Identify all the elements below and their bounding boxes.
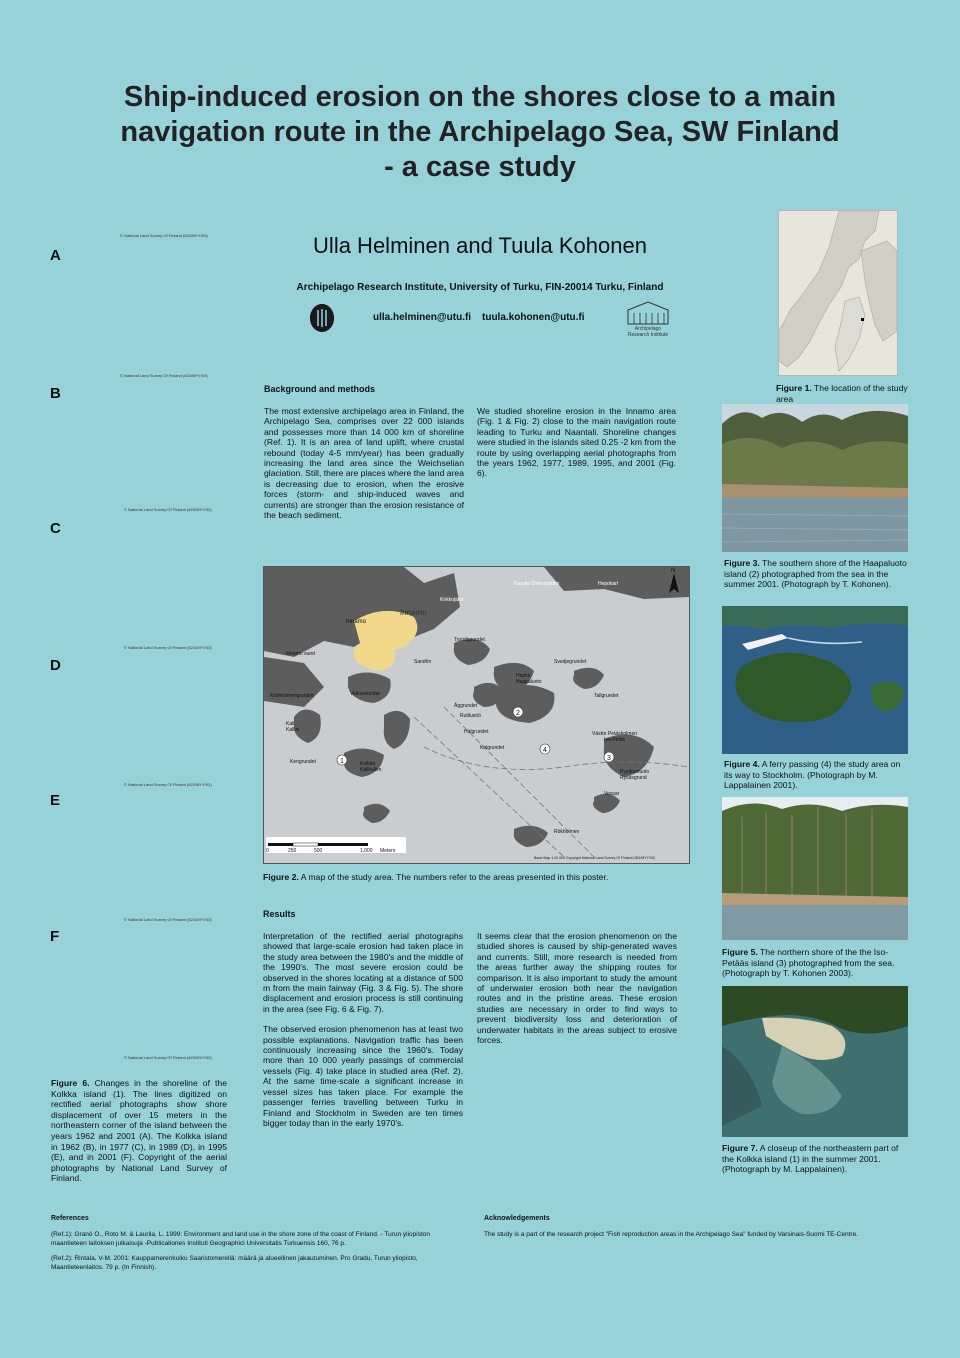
map-label-innamo-area: Innamo (400, 608, 427, 617)
fig3-photo (722, 404, 908, 552)
scale-tick-0: 0 (266, 848, 269, 854)
fig4-caption (724, 759, 910, 791)
area-number-2: 2 (516, 710, 520, 717)
fig7-caption (722, 1143, 912, 1175)
fig2-text: A map of the study area. The numbers refer to the areas presented in this poster. (298, 872, 609, 882)
panel-letter-a: A (50, 247, 61, 264)
aerial-closeup-photo (722, 986, 908, 1137)
background-col1: The most extensive archipelago area in Finland, the Archipelago Sea, comprises over 22 000 islands and possesses more than 14 000 km of shoreline (Ref. 1). It is an area of land uplift, where crustal rebound (today 4-5 mm/year) has been gradually increasing the land area since the Weichselian glaciation. Still, there are places where the land area is decreasing due to erosion, when the erosive forces (storm- and ship-induced waves and currents) are stronger than the erosion resistance of the beach sediment. (264, 406, 464, 521)
title-line-1: Ship-induced erosion on the shores close to a main (123, 81, 837, 113)
results-col1-p2: The observed erosion phenomenon has at least two possible explanations. Navigation traffic has been continuously increasing since the 1960's. Today more than 10 000 yearly passings of commercial vessels (Fig. 4) take place in studied area (Ref. 2). At the same time-scale a significant increase in vessel sizes has taken place. For example the passenger ferries travelling between Turku in Finland and Stockholm in Sweden are ten times bigger today than in the early 1970's. (263, 1024, 463, 1128)
map-label-svedjegrundet: Svedjegrundet (554, 659, 587, 665)
references-heading: References (51, 1215, 89, 1222)
copyright-d: © National Land Survey Of Finland (622/MYY/03) (124, 645, 212, 650)
map-label-aggrundet: Äggrundet (454, 703, 478, 709)
map-label-rutiluso: Rutilusöö (460, 713, 481, 719)
map-label-haplot: Haplot (516, 673, 531, 679)
reference-1: (Ref.1): Granö O., Roto M. & Laurila, L. 1999: Environment and land use in the shore zone of the coast of Finland. - Turun yliopiston maantieteen laitoksen julkaisuja -Publicationes Instituti Geographici Universitatis Turkuensis 160, 76 p. (51, 1231, 431, 1247)
results-heading: Results (263, 909, 296, 919)
panel-letter-b: B (50, 385, 61, 402)
reference-2: (Ref.2): Rintala, V-M. 2001: Kauppamerenkulku Saaristomerellä: määrä ja alueellinen jakautuminen. Pro Gradu, Turun yliopisto, Maantieteenlaitos. 79 p. (In Finnish). (51, 1255, 418, 1271)
map-label-vessar: Vessar (604, 791, 620, 797)
background-heading: Background and methods (264, 384, 376, 394)
map-label-velkussundet: Velkussundet (350, 691, 380, 697)
acknowledgements-heading: Acknowledgements (484, 1215, 550, 1222)
fig5-text: The northern shore of the the Iso-Petääs island (3) photographed from the sea. (Photograph by T. Kohonen 2003). (722, 947, 895, 979)
map-label-innamo-sund: Innamo sund (286, 651, 315, 657)
institute-logo-line1: Archipelago (634, 326, 662, 332)
copyright-f: © National Land Survey Of Finland (622/MYY/03) (124, 917, 212, 922)
scale-unit: Meters (380, 848, 396, 854)
map-label-kirkkojarvi: Kirkkojärvi (440, 597, 464, 603)
results-col1-p1: Interpretation of the rectified aerial photographs showed that large-scale erosion had taken place in the study area between the 1980's and the middle of the 1990's. The most severe erosion could be observed in the shores locating at a distance of 500 m from the main fairway (Fig. 3 & Fig. 5). The shore displacement and erosion process is still continuing in the area (see Fig. 6 & Fig. 7). (263, 931, 463, 1014)
copyright-b: © National Land Survey Of Finland (622/MYY/03) (120, 373, 208, 378)
fig6-text: Changes in the shoreline of the Kolkka island (1). The lines digitized on rectified aerial photographs show shore displacement of over 15 meters in the northeastern corner of the island between the years 1962 and 2001 (A). The Kolkka island in 1962 (B), in 1977 (C), in 1989 (D), in 1995 (E), and in 2001 (F). Copyright of the aerial photographs by National Land Survey of Finland. (51, 1078, 227, 1184)
fig3-text: The southern shore of the Haapaluoto island (2) photographed from the sea in the summer 2001. (Photograph by T. Kohonen). (724, 558, 907, 590)
fig4-label: Figure 4. (724, 759, 760, 769)
copyright-g: © National Land Survey Of Finland (622/MYY/03) (124, 1055, 212, 1060)
panel-letter-f: F (50, 928, 60, 945)
title-line-2: navigation route in the Archipelago Sea, SW Finland (120, 116, 840, 148)
map-label-vastre-petasholmen: Västre Petäsholmen (592, 731, 638, 737)
fig4-photo (722, 606, 908, 754)
university-logo (310, 304, 334, 332)
map-label-pyydoorluoto: Pyydoorluoto (620, 769, 650, 775)
fig1-text: The location of the study area (776, 383, 908, 404)
north-label: N (671, 568, 676, 574)
results-col2: It seems clear that the erosion phenomenon on the studied shores is caused by ship-generated waves and currents. Still, more research is needed from the areas further away the shipping routes for comparison. It is also important to study the amount of underwater erosion both near the navigation routes and in the pristine areas. These erosion studies are necessary in order to find ways to prevent biodiversity loss and deterioration of underwater habitats in the areas subject to erosive forces. (477, 931, 677, 1046)
fig5-label: Figure 5. (722, 947, 758, 957)
scale-tick-500: 500 (314, 848, 323, 854)
panel-letter-d: D (50, 657, 61, 674)
map-label-tallgrundet: Tallgrundet (594, 693, 619, 699)
fig1-caption (776, 383, 916, 404)
email-helminen[interactable]: ulla.helminen@utu.fi (373, 312, 472, 323)
copyright-c: © National Land Survey Of Finland (622/MYY/03) (124, 507, 212, 512)
map-credit: Basic Map 1:20 000 Copyright National Land Survey Of Finland (361/MYY/02) (534, 856, 656, 860)
map-label-kallkullen: Källkullen (360, 767, 382, 773)
map-label-halgrundet: Hälgrundet (464, 729, 489, 735)
email-kohonen[interactable]: tuula.kohonen@utu.fi (482, 312, 585, 323)
fig5-caption (722, 947, 908, 979)
map-label-kali: Kali (286, 721, 295, 727)
map-label-innamo: Innamo (346, 619, 367, 625)
map-label-rysasgrund: Rysäsgrund (620, 775, 647, 781)
map-label-kengrundet: Kengrundet (290, 759, 316, 765)
study-area-map (263, 566, 690, 864)
map-label-haapaluoto: Haapaluoto (516, 679, 542, 685)
scandinavia-map (779, 211, 897, 375)
building-icon (618, 300, 678, 326)
affiliation: Archipelago Research Institute, University of Turku, FIN-20014 Turku, Finland (296, 282, 664, 293)
fig6-label: Figure 6. (51, 1078, 90, 1088)
authors: Ulla Helminen and Tuula Kohonen (313, 233, 647, 258)
map-label-krahkolmengrundet: Krähkolmengrundet (270, 693, 314, 699)
copyright-e: © National Land Survey Of Finland (622/MYY/03) (124, 782, 212, 787)
acknowledgements-text: The study is a part of the research project "Fish reproduction areas in the Archipelago Sea" funded by Varsinais-Suomi TE-Centre. (484, 1231, 858, 1238)
fig2-caption (263, 872, 683, 883)
copyright-a: © National Land Survey Of Finland (622/MYY/03) (120, 233, 208, 238)
university-logo-icon (310, 304, 334, 332)
area-number-4: 4 (543, 747, 547, 754)
panel-letter-c: C (50, 520, 61, 537)
map-label-kolgrundet: Kolgrundet (480, 745, 505, 751)
map-label-rokholmen: Rökholmen (554, 829, 580, 835)
shore-photo (722, 404, 908, 552)
fig3-caption (724, 558, 910, 590)
study-area-map-svg (264, 567, 689, 863)
map-label-trondigrundet: Trondigrundet (454, 637, 485, 643)
poster-title (60, 80, 900, 185)
fig2-label: Figure 2. (263, 872, 299, 882)
scale-tick-1000: 1,000 (360, 848, 373, 854)
title-line-3: - a case study (384, 151, 576, 183)
fig4-text: A ferry passing (4) the study area on its way to Stockholm. (Photograph by M. Lappalainen 2001). (724, 759, 901, 791)
scale-tick-250: 250 (288, 848, 297, 854)
fig7-label: Figure 7. (722, 1143, 758, 1153)
northern-shore-photo (722, 797, 908, 940)
fig7-text: A closeup of the northeastern part of the Kolkka island (1) in the summer 2001. (Photograph by M. Lappalainen). (722, 1143, 899, 1175)
panel-letter-e: E (50, 792, 61, 809)
background-col2: We studied shoreline erosion in the Innamo area (Fig. 1 & Fig. 2) close to the main navigation route leading to Turku and Naantali. Shoreline changes were studied in the islands sited 0.25 -2 km from the route by using overlapping aerial photographs from the years 1962, 1977, 1989, 1995, and 2001 (Fig. 6). (477, 406, 676, 479)
fig6-caption (51, 1078, 227, 1184)
map-label-gaudio: Gaudio Österrudden (514, 581, 560, 587)
location-map (778, 210, 898, 376)
map-label-iso-petas: Iso-Petäs (604, 737, 626, 743)
fig5-photo (722, 797, 908, 940)
ferry-photo (722, 606, 908, 754)
institute-logo-line2: Research Institute (627, 332, 669, 338)
results-col1 (263, 931, 463, 1128)
institute-logo (618, 300, 678, 338)
fig1-label: Figure 1. (776, 383, 812, 393)
fig7-photo (722, 986, 908, 1137)
area-number-3: 3 (607, 755, 611, 762)
area-number-1: 1 (340, 758, 344, 765)
map-label-sandon: Sandön (414, 659, 432, 665)
fig3-label: Figure 3. (724, 558, 760, 568)
map-label-hepokari: Hepokari (598, 581, 619, 587)
map-label-kallini: Kallini (286, 727, 300, 733)
map-label-kolkka: Kolkka (360, 761, 376, 767)
